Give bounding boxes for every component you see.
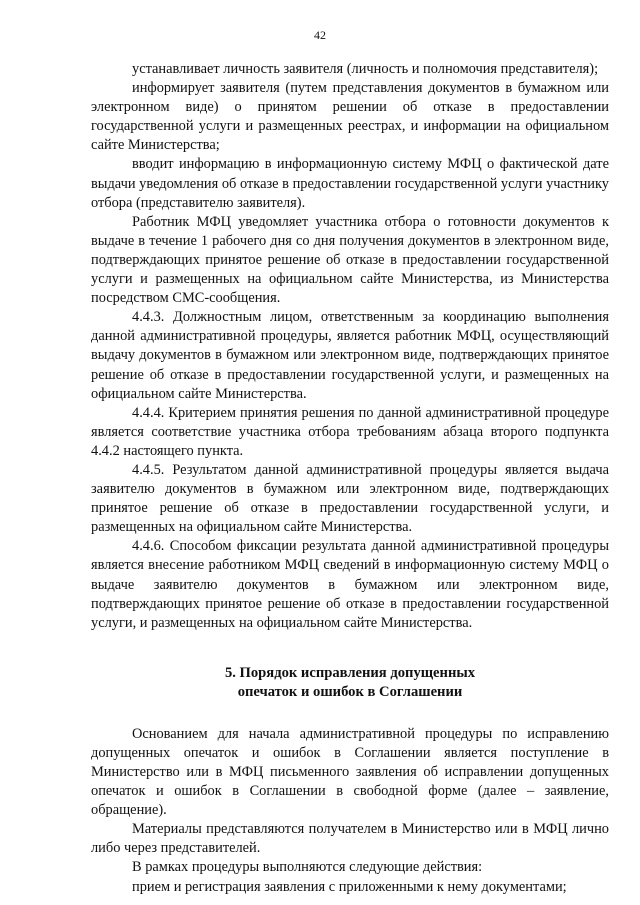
paragraph-materials: Материалы представляются получателем в Министерство или в МФЦ лично либо через представителей. (91, 821, 609, 857)
paragraph-4-4-4: 4.4.4. Критерием принятия решения по данной административной процедуре является соответствие участника отбора требованиям абзаца второго подпункта 4.4.2 настоящего пункта. (91, 404, 609, 459)
paragraph-mfc-notification: Работник МФЦ уведомляет участника отбора о готовности документов к выдаче в течение 1 рабочего дня со дня получения документов в электронном виде, подтверждающих принятое решение об отказе в предоставлении государственной услуги и размещенных на официальном сайте Министерства, из Министерства посредством СМС-сообщения. (91, 213, 609, 307)
paragraph-4-4-6: 4.4.6. Способом фиксации результата данной административной процедуры является внесение работником МФЦ сведений в информационную систему МФЦ о выдаче заявителю документов в бумажном или электронном виде, подтверждающих принятое решение об отказе в предоставлении государственной услуги, и размещенных на официальном сайте Министерства. (91, 538, 609, 631)
paragraph-identity-check: устанавливает личность заявителя (личность и полномочия представителя); (132, 61, 599, 77)
paragraph-actions-intro: В рамках процедуры выполняются следующие действия: (132, 859, 483, 876)
paragraph-4-4-5: 4.4.5. Результатом данной административной процедуры является выдача заявителю документов в бумажном или электронном виде, подтверждающих принятое решение об отказе в предоставлении государственной услуги, и размещенных на официальном сайте Министерства. (91, 461, 609, 536)
paragraph-inform-applicant: информирует заявителя (путем представления документов в бумажном или электронном виде) о принятом решении об отказе в предоставлении государственной услуги и размещенных реестрах, и информации на официальном сайте Министерства; (91, 80, 609, 154)
section-heading-line-2: опечаток и ошибок в Соглашении (237, 683, 463, 700)
document-body (91, 60, 609, 897)
paragraph-procedure-basis: Основанием для начала административной процедуры по исправлению допущенных опечаток и ошибок в Соглашении является поступление в Министерство или в МФЦ письменного заявления об исправлении допущенных опечаток и ошибок в Соглашении в свободной форме (далее – заявление, обращение). (91, 725, 609, 819)
paragraph-4-4-3: 4.4.3. Должностным лицом, ответственным за координацию выполнения данной административной процедуры, является работник МФЦ, осуществляющий выдачу документов в бумажном или электронном виде, подтверждающих принятое решение об отказе в предоставлении государственной услуги, и размещенных на официальном сайте Министерства. (91, 309, 609, 402)
page-number: 42 (314, 28, 326, 42)
paragraph-enter-date: вводит информацию в информационную систему МФЦ о фактической дате выдачи уведомления об отказе в предоставлении государственной услуги участнику отбора (представителю заявителя). (91, 156, 609, 211)
section-heading-line-1: 5. Порядок исправления допущенных (224, 664, 476, 681)
section-5-heading (91, 664, 609, 702)
paragraph-reception: прием и регистрация заявления с приложенными к нему документами; (132, 878, 567, 895)
